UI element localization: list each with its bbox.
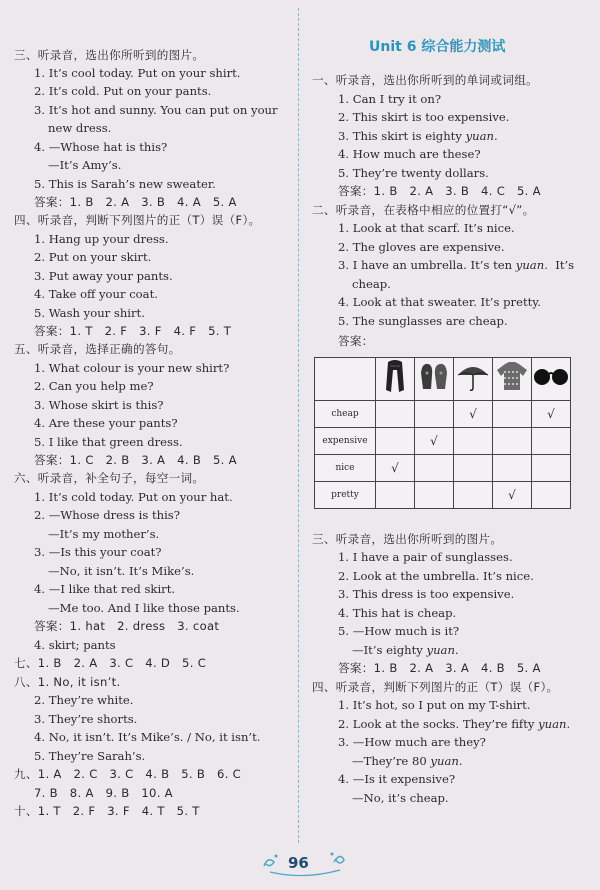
- list-item: 4. How much are these?: [338, 147, 481, 161]
- list-item: —No, it’s cheap.: [352, 791, 449, 805]
- row-label: pretty: [315, 482, 376, 509]
- list-item: 1. Can I try it on?: [338, 92, 442, 106]
- table-corner-cell: [315, 358, 376, 401]
- list-item: —They’re 80 yuan.: [352, 754, 463, 768]
- list-item: 4. Look at that sweater. It’s pretty.: [338, 295, 541, 309]
- section-title: 五、听录音，选择正确的答句。: [14, 342, 181, 356]
- list-item: 4. This hat is cheap.: [338, 606, 457, 620]
- list-item: 3. —Is this your coat?: [34, 545, 162, 559]
- list-item: 1. I have a pair of sunglasses.: [338, 550, 513, 564]
- list-item: —No, it isn’t. It’s Mike’s.: [48, 564, 195, 578]
- section-title: 四、听录音，判断下列图片的正（T）误（F）。: [312, 680, 559, 694]
- section-title: 六、听录音，补全句子，每空一词。: [14, 471, 205, 485]
- list-item: 2. Look at the umbrella. It’s nice.: [338, 569, 534, 583]
- row-label: nice: [315, 455, 376, 482]
- list-item: new dress.: [48, 121, 112, 135]
- section-answer: 九、1. A 2. C 3. C 4. B 5. B 6. C: [14, 767, 242, 781]
- scarf-icon: [376, 358, 415, 401]
- list-item: 5. They’re Sarah’s.: [34, 749, 146, 763]
- section-title: 二、听录音，在表格中相应的位置打“√”。: [312, 203, 535, 217]
- unit-title: Unit 6 综合能力测试: [369, 39, 506, 55]
- list-item: 2. —Whose dress is this?: [34, 508, 180, 522]
- row-label: cheap: [315, 401, 376, 428]
- list-item: 3. This dress is too expensive.: [338, 587, 515, 601]
- tick-mark: √: [532, 401, 571, 428]
- sunglasses-icon: [532, 358, 571, 401]
- list-item: 1. Hang up your dress.: [34, 232, 169, 246]
- tick-mark: √: [415, 428, 454, 455]
- list-item: 1. It’s cold today. Put on your hat.: [34, 490, 233, 504]
- list-item: 3. It’s hot and sunny. You can put on your: [34, 103, 278, 117]
- page-number: 96: [288, 854, 309, 872]
- list-item: 1. Look at that scarf. It’s nice.: [338, 221, 515, 235]
- answer-line: 答案：1. hat 2. dress 3. coat: [34, 619, 220, 633]
- tick-mark: √: [376, 455, 415, 482]
- column-divider: [298, 8, 299, 843]
- list-item: 1. What colour is your new shirt?: [34, 361, 230, 375]
- list-item: 2. This skirt is too expensive.: [338, 110, 510, 124]
- section-answer: 十、1. T 2. F 3. F 4. T 5. T: [14, 804, 200, 818]
- list-item: 4. Take off your coat.: [34, 287, 158, 301]
- list-item: —It’s eighty yuan.: [352, 643, 459, 657]
- answer-line: 4. skirt; pants: [34, 638, 116, 652]
- list-item: 5. —How much is it?: [338, 624, 460, 638]
- list-item: 3. I have an umbrella. It’s ten yuan. It’s: [338, 258, 575, 272]
- list-item: 5. The sunglasses are cheap.: [338, 314, 508, 328]
- answer-line: 答案：1. C 2. B 3. A 4. B 5. A: [34, 453, 237, 467]
- section-title: 三、听录音，选出你所听到的图片。: [312, 532, 503, 546]
- list-item: 2. It’s cold. Put on your pants.: [34, 84, 212, 98]
- list-item: —It’s Amy’s.: [48, 158, 122, 172]
- list-item: 2. They’re white.: [34, 693, 134, 707]
- answer-line: 答案：1. B 2. A 3. B 4. C 5. A: [338, 184, 541, 198]
- list-item: 3. Whose skirt is this?: [34, 398, 164, 412]
- list-item: 4. Are these your pants?: [34, 416, 178, 430]
- list-item: 1. It’s hot, so I put on my T-shirt.: [338, 698, 531, 712]
- section-answer: 七、1. B 2. A 3. C 4. D 5. C: [14, 656, 207, 670]
- section-title: 八、1. No, it isn’t.: [14, 675, 121, 689]
- list-item: cheap.: [352, 277, 391, 291]
- umbrella-icon: [454, 358, 493, 401]
- list-item: 5. This is Sarah’s new sweater.: [34, 177, 216, 191]
- gloves-icon: [415, 358, 454, 401]
- section-title: 四、听录音，判断下列图片的正（T）误（F）。: [14, 213, 261, 227]
- list-item: 2. Look at the socks. They’re fifty yuan.: [338, 717, 571, 731]
- list-item: 4. —Is it expensive?: [338, 772, 456, 786]
- section-title: 一、听录音，选出你所听到的单词或词组。: [312, 73, 538, 87]
- list-item: 3. Put away your pants.: [34, 269, 173, 283]
- row-label: expensive: [315, 428, 376, 455]
- sweater-icon: [493, 358, 532, 401]
- list-item: 3. This skirt is eighty yuan.: [338, 129, 498, 143]
- list-item: 2. Put on your skirt.: [34, 250, 152, 264]
- list-item: 2. The gloves are expensive.: [338, 240, 505, 254]
- list-item: —Me too. And I like those pants.: [48, 601, 240, 615]
- answer-label: 答案：: [338, 334, 374, 348]
- tick-mark: √: [454, 401, 493, 428]
- list-item: —It’s my mother’s.: [48, 527, 160, 541]
- answer-line: 答案：1. B 2. A 3. A 4. B 5. A: [338, 661, 541, 675]
- list-item: 5. Wash your shirt.: [34, 306, 145, 320]
- list-item: 4. No, it isn’t. It’s Mike’s. / No, it isn’t.: [34, 730, 261, 744]
- list-item: 5. They’re twenty dollars.: [338, 166, 489, 180]
- answer-table: [314, 357, 571, 509]
- answer-line: 答案：1. T 2. F 3. F 4. F 5. T: [34, 324, 232, 338]
- tick-mark: √: [493, 482, 532, 509]
- list-item: 3. —How much are they?: [338, 735, 486, 749]
- list-item: 4. —Whose hat is this?: [34, 140, 168, 154]
- section-title: 三、听录音，选出你所听到的图片。: [14, 48, 205, 62]
- list-item: 2. Can you help me?: [34, 379, 154, 393]
- list-item: 5. I like that green dress.: [34, 435, 183, 449]
- list-item: 3. They’re shorts.: [34, 712, 138, 726]
- section-answer: 7. B 8. A 9. B 10. A: [34, 786, 173, 800]
- list-item: 1. It’s cool today. Put on your shirt.: [34, 66, 241, 80]
- answer-line: 答案：1. B 2. A 3. B 4. A 5. A: [34, 195, 237, 209]
- list-item: 4. —I like that red skirt.: [34, 582, 176, 596]
